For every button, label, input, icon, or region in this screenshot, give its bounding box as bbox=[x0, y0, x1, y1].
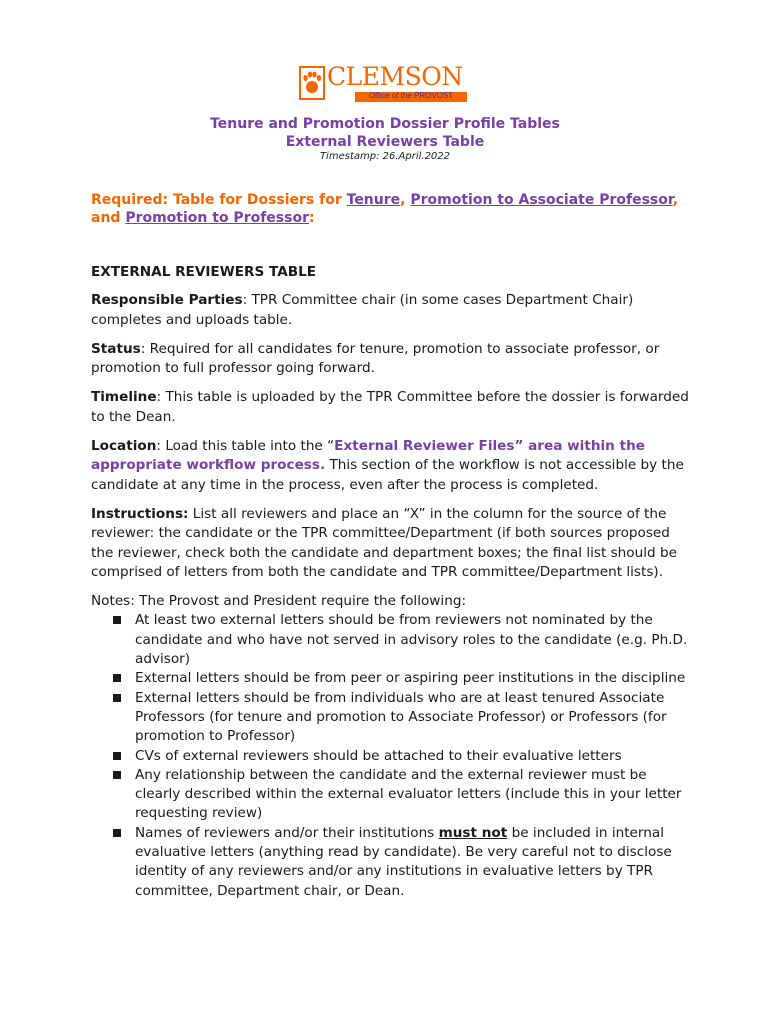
clemson-logo bbox=[299, 64, 469, 104]
timeline-paragraph bbox=[91, 388, 691, 427]
square-bullet-icon bbox=[113, 752, 121, 760]
square-bullet-icon bbox=[113, 829, 121, 837]
square-bullet-icon bbox=[113, 771, 121, 779]
list-item bbox=[91, 824, 691, 901]
timeline-text: : This table is uploaded by the TPR Committee before the dossier is forwarded to the Dean. bbox=[91, 389, 689, 425]
notes-intro: Notes: The Provost and President require the following: bbox=[91, 593, 467, 610]
logo-wordmark: CLEMSON bbox=[327, 62, 463, 91]
main-content bbox=[91, 263, 691, 901]
note-text: Any relationship between the candidate and the external reviewer must be clearly described within the external evaluator letters (include this in your letter requesting review) bbox=[135, 766, 682, 822]
status-paragraph bbox=[91, 340, 691, 379]
responsible-parties-paragraph bbox=[91, 291, 691, 330]
list-item bbox=[91, 747, 691, 766]
note-text: At least two external letters should be from reviewers not nominated by the candidate and who have not served in advisory roles to the candidate (e.g. Ph.D. advisor) bbox=[135, 612, 688, 668]
square-bullet-icon bbox=[113, 674, 121, 682]
note-text: be included in internal evaluative letters (anything read by candidate). Be very careful not to disclose identity of any reviewers and/or any institutions in evaluative letters by TPR committee, Department chair, or Dean. bbox=[135, 824, 672, 899]
document-title: Tenure and Promotion Dossier Profile Tables bbox=[210, 116, 560, 132]
status-label: Status bbox=[91, 340, 141, 357]
responsible-text: : TPR Committee chair (in some cases Department Chair) completes and uploads table. bbox=[91, 292, 634, 328]
note-text: Names of reviewers and/or their institutions bbox=[135, 824, 439, 841]
square-bullet-icon bbox=[113, 616, 121, 624]
required-prefix: Required: Table for Dossiers for bbox=[91, 192, 347, 208]
note-text: CVs of external reviewers should be attached to their evaluative letters bbox=[135, 747, 622, 764]
list-item bbox=[91, 689, 691, 747]
tiger-paw-icon bbox=[299, 66, 325, 100]
responsible-label: Responsible Parties bbox=[91, 292, 243, 309]
list-item bbox=[91, 669, 691, 688]
section-heading: EXTERNAL REVIEWERS TABLE bbox=[91, 264, 317, 280]
location-highlight: External Reviewer Files” area within the appropriate workflow process. bbox=[91, 438, 645, 474]
instructions-text: List all reviewers and place an “X” in the column for the source of the reviewer: the candidate or the TPR committee/Department (if both sources proposed the reviewer, check both the candidate and department boxes; the final list should be comprised of letters from both the candidate and TPR committee/Department lists). bbox=[91, 505, 677, 580]
logo-subtitle-bar bbox=[355, 92, 467, 102]
note-text: External letters should be from individuals who are at least tenured Associate Professors (for tenure and promotion to Associate Professor) or Professors (for promotion to Professor) bbox=[135, 689, 667, 745]
timestamp: Timestamp: 26.April.2022 bbox=[319, 151, 451, 162]
status-text: : Required for all candidates for tenure, promotion to associate professor, or promotion to full professor going forward. bbox=[91, 340, 660, 377]
list-item bbox=[91, 611, 691, 669]
required-statement bbox=[91, 191, 691, 227]
document-subtitle: External Reviewers Table bbox=[285, 134, 485, 150]
link-promotion-associate[interactable]: Promotion to Associate Professor bbox=[410, 192, 673, 208]
instructions-label: Instructions: bbox=[91, 505, 189, 522]
location-paragraph bbox=[91, 437, 691, 495]
required-separator: , and bbox=[91, 192, 679, 226]
square-bullet-icon bbox=[113, 694, 121, 702]
location-text: This section of the workflow is not accessible by the candidate at any time in the process, even after the process is completed. bbox=[91, 457, 684, 493]
note-text: External letters should be from peer or aspiring peer institutions in the discipline bbox=[135, 670, 686, 687]
logo-subtitle: Office of the PROVOST bbox=[368, 91, 454, 100]
link-promotion-professor[interactable]: Promotion to Professor bbox=[125, 210, 309, 226]
notes-list bbox=[91, 611, 691, 900]
emphasis-must-not: must not bbox=[438, 824, 508, 841]
location-pre: : Load this table into the “ bbox=[156, 438, 335, 455]
instructions-paragraph bbox=[91, 505, 691, 582]
required-suffix: : bbox=[309, 210, 315, 226]
timeline-label: Timeline bbox=[91, 389, 157, 406]
location-label: Location bbox=[91, 438, 157, 455]
link-tenure[interactable]: Tenure bbox=[346, 192, 401, 208]
required-separator: , bbox=[400, 192, 411, 208]
list-item bbox=[91, 766, 691, 824]
